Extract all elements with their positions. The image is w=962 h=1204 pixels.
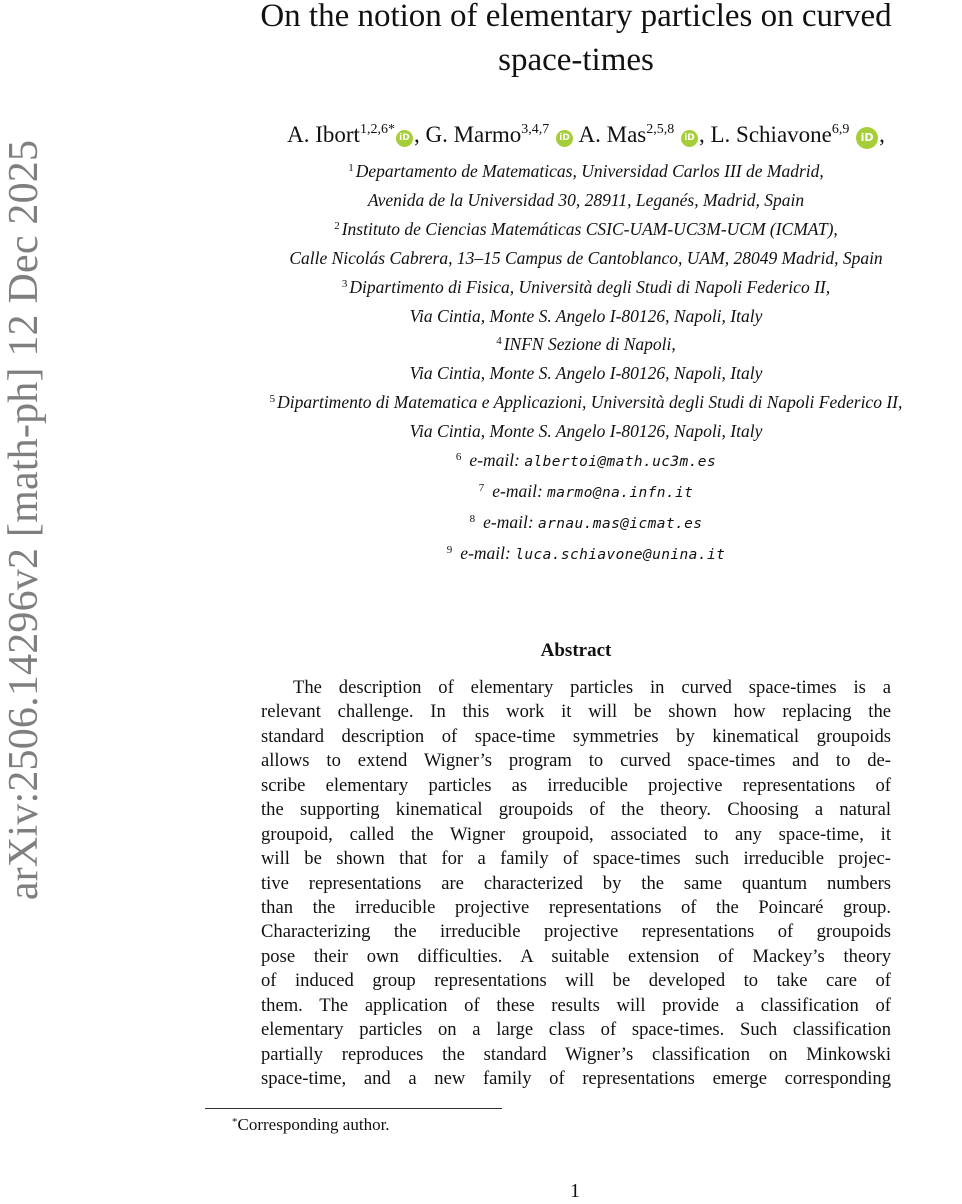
email-line-7: $^7$ e-mail: marmo@na.infn.it (478, 480, 694, 501)
email-line-6: $^6$ e-mail: albertoi@math.uc3m.es (455, 450, 717, 471)
email-link[interactable]: arnau.mas@icmat.es (538, 515, 703, 532)
abstract-line: than the irreducible projective representations of the Poincaré group. (261, 896, 891, 918)
author-affil-sup: 6,9 (831, 122, 850, 137)
title-line-2: space-times (498, 42, 654, 78)
abstract-line: the supporting kinematical groupoids of the theory. Choosing a natural (261, 799, 891, 821)
paper-title (210, 0, 942, 82)
affiliation-4-address: Via Cintia, Monte S. Angelo I-80126, Napoli, Italy (409, 363, 763, 384)
abstract-line: relevant challenge. In this work it will be shown how replacing the (261, 701, 891, 723)
abstract-line: them. The application of these results will provide a classification of (261, 994, 891, 1016)
footnote-mark: * (232, 1116, 238, 1128)
affiliation-4: $^4$ INFN Sezione di Napoli, (496, 334, 676, 355)
email-link[interactable]: marmo@na.infn.it (547, 484, 694, 501)
email-line-8: $^8$ e-mail: arnau.mas@icmat.es (469, 511, 703, 532)
affiliation-5: $^5$ Dipartimento di Matematica e Applicazioni, Università degli Studi di Napoli Federico II, (269, 392, 903, 413)
author-schiavone: L. Schiavone$^{6,9}$ iD , (710, 122, 885, 147)
title-line-1: On the notion of elementary particles on curved (260, 0, 892, 34)
email-line-9: $^9$ e-mail: luca.schiavone@unina.it (446, 542, 726, 563)
email-link[interactable]: albertoi@math.uc3m.es (524, 454, 717, 471)
orcid-icon[interactable]: iD (556, 130, 573, 147)
author-name: A. Mas (578, 122, 647, 147)
author-mas: A. Mas$^{2,5,8}$ iD , (578, 122, 705, 147)
orcid-icon[interactable]: iD (396, 130, 413, 147)
footnote-corresponding-author (232, 1114, 390, 1136)
arxiv-stamp (2, 138, 46, 902)
affiliation-1-address: Avenida de la Universidad 30, 28911, Leganés, Madrid, Spain (367, 189, 805, 210)
author-name: G. Marmo (425, 122, 522, 147)
affiliation-1: $^1$ Departamento de Matematicas, Universidad Carlos III de Madrid, (348, 161, 824, 181)
author-affil-sup: 3,4,7 (521, 122, 550, 137)
affiliation-2-address: Calle Nicolás Cabrera, 13–15 Campus de Cantoblanco, UAM, 28049 Madrid, Spain (289, 247, 883, 268)
author-marmo (425, 122, 574, 147)
page-number: 1 (570, 1180, 580, 1202)
abstract-line: tive representations are characterized by the same quantum numbers (261, 872, 891, 894)
abstract-line: standard description of space-time symmetries by kinematical groupoids (261, 725, 891, 747)
footnote-divider (205, 1108, 502, 1109)
affiliation-2: $^2$ Instituto de Ciencias Matemáticas CSIC-UAM-UC3M-UCM (ICMAT), (334, 218, 838, 239)
abstract-line: Characterizing the irreducible projective representations of groupoids (261, 921, 891, 943)
affiliation-3-address: Via Cintia, Monte S. Angelo I-80126, Napoli, Italy (409, 305, 763, 326)
footnote-text: Corresponding author. (237, 1115, 390, 1134)
author-name: L. Schiavone (710, 122, 832, 147)
author-affil-sup: 1,2,6* (359, 122, 395, 137)
author-ibort: A. Ibort$^{1,2,6*}$iD , (287, 122, 420, 147)
abstract-line: scribe elementary particles as irreducible projective representations of (261, 774, 891, 796)
orcid-icon[interactable]: iD (856, 127, 878, 149)
email-link[interactable]: luca.schiavone@unina.it (515, 546, 726, 563)
orcid-icon[interactable]: iD (681, 130, 698, 147)
author-name: A. Ibort (287, 122, 360, 147)
arxiv-identifier: arXiv:2506.14296v2 [math-ph] 12 Dec 2025 (1, 139, 48, 901)
abstract-line: allows to extend Wigner’s program to curved space-times and to de- (261, 750, 891, 772)
abstract-line: elementary particles on a large class of space-times. Such classification (261, 1019, 891, 1041)
abstract-heading: Abstract (540, 640, 612, 661)
abstract-line: will be shown that for a family of space-times such irreducible projec- (261, 848, 891, 870)
affiliation-5-address: Via Cintia, Monte S. Angelo I-80126, Napoli, Italy (409, 421, 763, 442)
affiliations (210, 157, 962, 570)
abstract-line: groupoid, called the Wigner groupoid, associated to any space-time, it (261, 823, 891, 845)
abstract-line: pose their own difficulties. A suitable extension of Mackey’s theory (261, 945, 891, 967)
abstract-line: partially reproduces the standard Wigner’s classification on Minkowski (261, 1043, 891, 1065)
affiliation-3: $^3$ Dipartimento di Fisica, Università degli Studi di Napoli Federico II, (341, 276, 831, 297)
author-affil-sup: 2,5,8 (646, 122, 675, 137)
abstract-line: of induced group representations will be developed to take care of (261, 970, 891, 992)
abstract-line: The description of elementary particles in curved space-times is a (293, 677, 891, 698)
abstract-body (261, 676, 891, 1091)
author-list (210, 120, 962, 150)
abstract-line: space-time, and a new family of representations emerge corresponding (261, 1068, 891, 1089)
